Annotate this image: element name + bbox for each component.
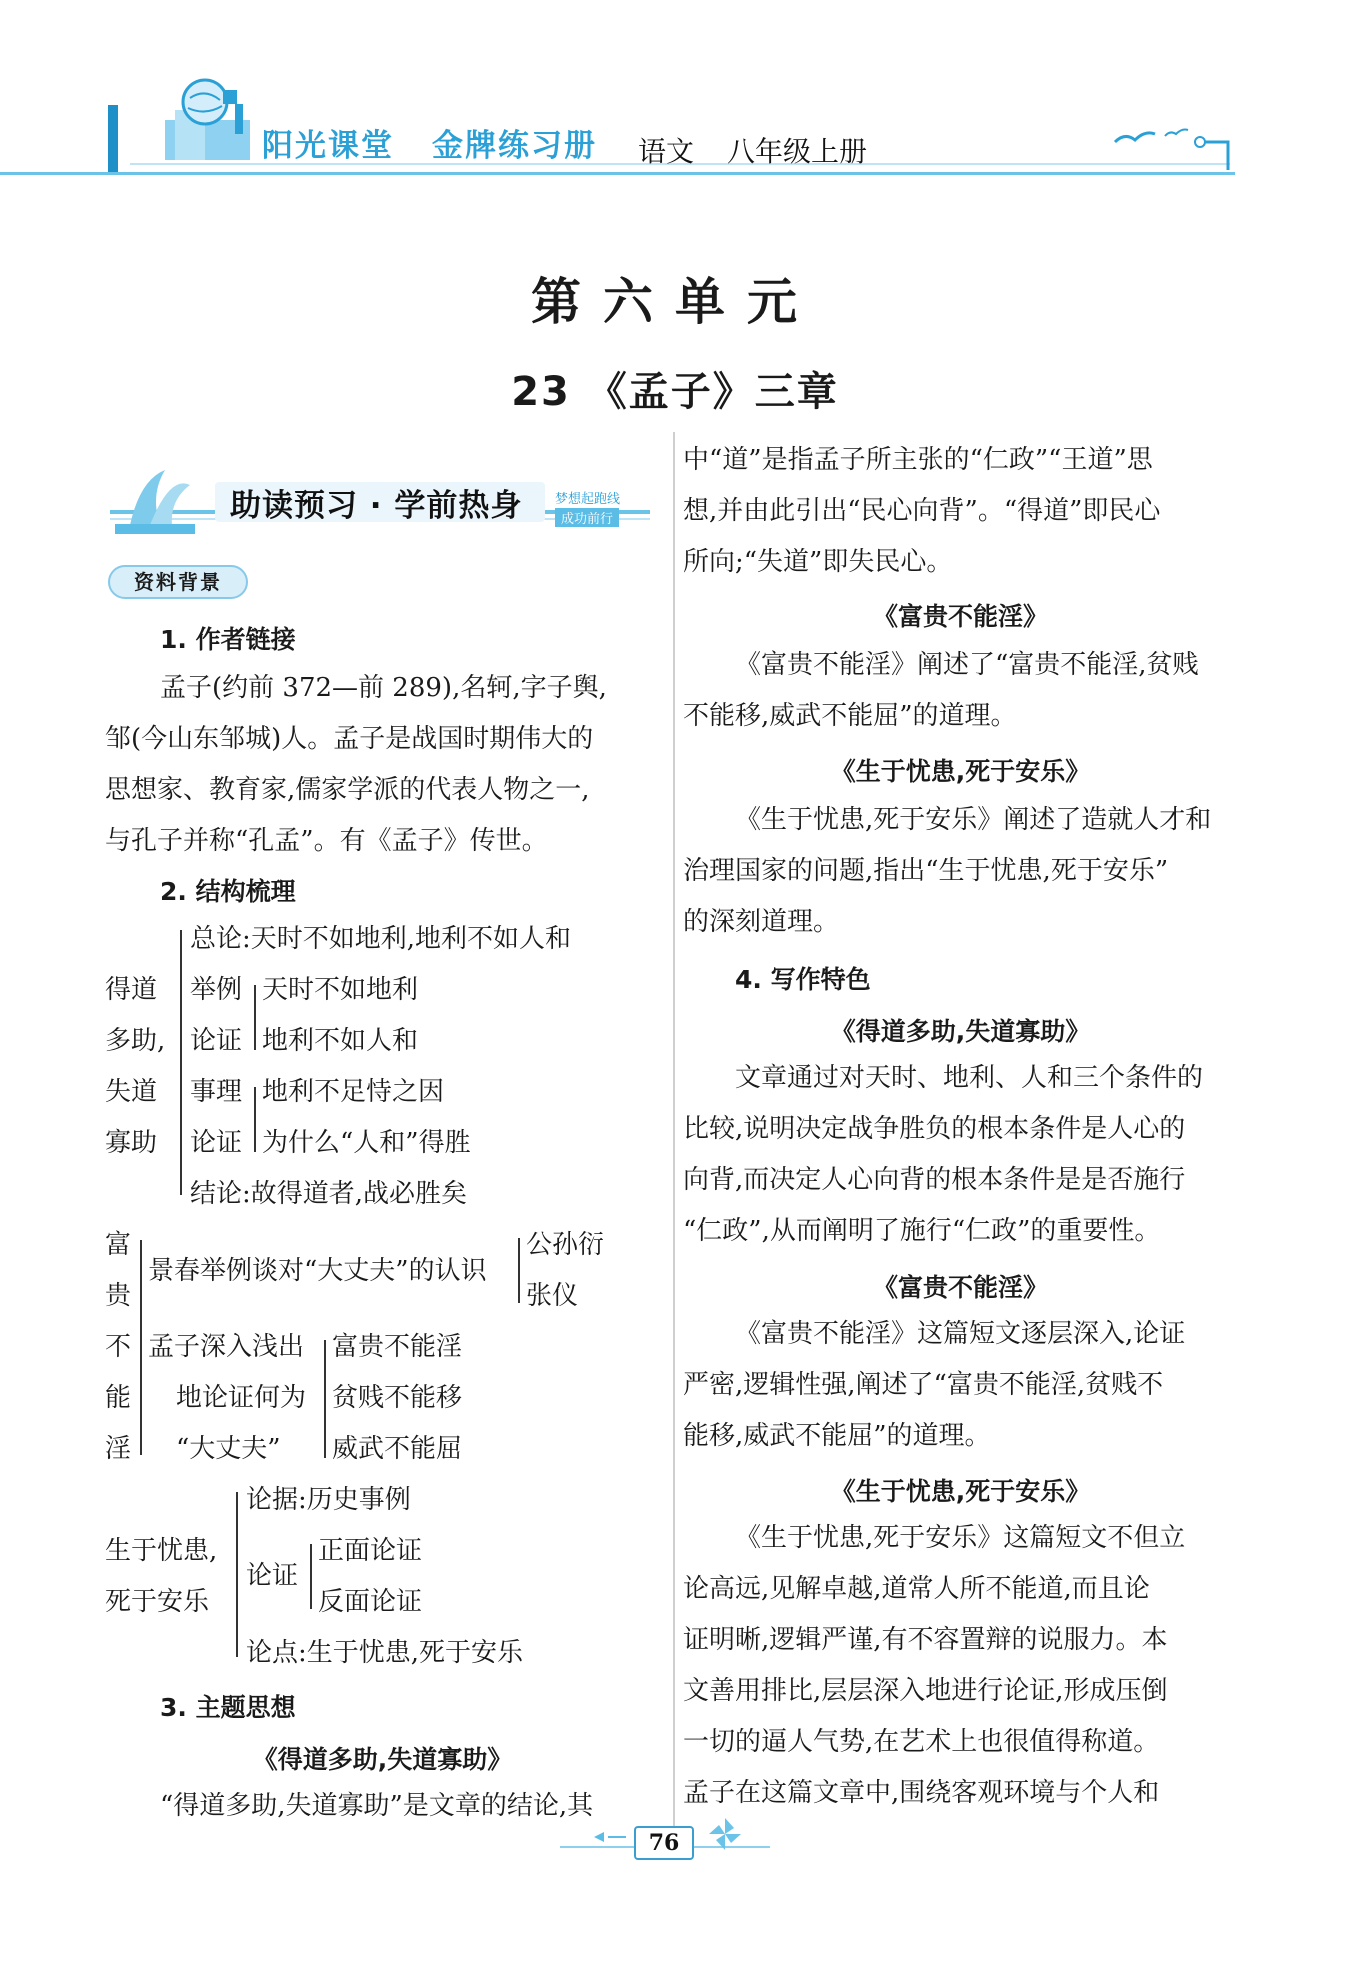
tree1-root-line-1: 得道: [105, 975, 158, 1005]
feature1-line-1: 文章通过对天时、地利、人和三个条件的: [735, 1063, 1204, 1093]
theme-subheading-2: 《富贵不能淫》: [872, 602, 1048, 631]
tree1-shili-2: 论证: [190, 1128, 243, 1158]
tree2-branch2-item-1: 富贵不能淫: [332, 1332, 463, 1362]
feature2-line-3: 能移,威武不能屈”的道理。: [683, 1421, 991, 1451]
tree1-shili-1: 事理: [190, 1077, 243, 1107]
tree1-shili-brace: [254, 1087, 256, 1152]
banner-tagline-2: 成功前行: [555, 508, 619, 527]
tree2-root-1: 富: [105, 1230, 132, 1260]
footer-ornament-left-icon: [590, 1822, 630, 1852]
tree1-shili-item-2: 为什么“人和”得胜: [262, 1128, 471, 1158]
globe-logo-icon: [155, 70, 260, 165]
author-para-line-2: 邹(今山东邹城)人。孟子是战国时期伟大的: [105, 724, 594, 754]
author-para-line-4: 与孔子并称“孔孟”。有《孟子》传世。: [105, 826, 548, 856]
right-para-cont-3: 所向;“失道”即失民心。: [683, 547, 953, 577]
tree1-shili-item-1: 地利不足恃之因: [262, 1077, 445, 1107]
tree2-branch1-brace: [518, 1238, 520, 1303]
tree3-lunzheng: 论证: [246, 1561, 299, 1591]
tree1-root-line-3: 失道: [105, 1077, 158, 1107]
feature2-line-2: 严密,逻辑性强,阐述了“富贵不能淫,贫贱不: [683, 1370, 1164, 1400]
tree1-juli-2: 论证: [190, 1026, 243, 1056]
theme-subheading-3: 《生于忧患,死于安乐》: [830, 757, 1091, 786]
header-accent-bar: [108, 105, 118, 175]
brand-subtitle: 金牌练习册: [432, 128, 597, 164]
tree3-root-1: 生于忧患,: [105, 1536, 218, 1566]
tree2-branch1: 景春举例谈对“大丈夫”的认识: [148, 1256, 487, 1286]
tree2-root-4: 能: [105, 1383, 132, 1413]
tree1-root-line-2: 多助,: [105, 1026, 166, 1056]
feature-subheading-1: 《得道多助,失道寡助》: [830, 1017, 1091, 1046]
tree2-branch1-item-2: 张仪: [526, 1281, 579, 1311]
theme-subheading-1: 《得道多助,失道寡助》: [252, 1745, 513, 1774]
tree1-zonglun: 总论:天时不如地利,地利不如人和: [190, 924, 572, 954]
theme3-line-2: 治理国家的问题,指出“生于忧患,死于安乐”: [683, 856, 1169, 886]
tree1-brace: [180, 930, 182, 1195]
author-para-line-3: 思想家、教育家,儒家学派的代表人物之一,: [105, 775, 590, 805]
theme2-line-1: 《富贵不能淫》阐述了“富贵不能淫,贫贱: [735, 650, 1199, 680]
grade-label: 八年级上册: [727, 135, 868, 168]
tree3-brace: [236, 1492, 238, 1657]
tree3-lunju: 论据:历史事例: [246, 1485, 411, 1515]
page-header: [0, 0, 1350, 200]
background-info-badge: 资料背景: [108, 565, 248, 599]
subject-label: 语文: [638, 135, 695, 168]
tree2-root-2: 贵: [105, 1281, 132, 1311]
tree2-branch2-line-3: “大丈夫”: [176, 1434, 281, 1464]
right-para-cont-1: 中“道”是指孟子所主张的“仁政”“王道”思: [683, 445, 1153, 475]
lesson-title: 23 《孟子》三章: [511, 369, 839, 415]
feature3-line-3: 证明晰,逻辑严谨,有不容置辩的说服力。本: [683, 1625, 1168, 1655]
tree2-branch1-item-1: 公孙衍: [526, 1230, 605, 1260]
tree1-juli-item-2: 地利不如人和: [262, 1026, 419, 1056]
tree1-juli-item-1: 天时不如地利: [262, 975, 419, 1005]
tree2-root-3: 不: [105, 1332, 132, 1362]
feature2-line-1: 《富贵不能淫》这篇短文逐层深入,论证: [735, 1319, 1186, 1349]
tree3-lunzheng-brace: [310, 1544, 312, 1609]
feature1-line-3: 向背,而决定人心向背的根本条件是是否施行: [683, 1165, 1186, 1195]
heading-structure: 2. 结构梳理: [160, 877, 296, 906]
feature-subheading-2: 《富贵不能淫》: [872, 1273, 1048, 1302]
tree2-branch2-line-1: 孟子深入浅出: [148, 1332, 305, 1362]
header-rule: [0, 172, 1235, 175]
feature1-line-2: 比较,说明决定战争胜负的根本条件是人心的: [683, 1114, 1186, 1144]
tree3-lunzheng-item-1: 正面论证: [318, 1536, 423, 1566]
tree2-brace: [140, 1240, 142, 1455]
section-banner-title: 助读预习 · 学前热身: [230, 488, 523, 524]
tree2-root-5: 淫: [105, 1434, 132, 1464]
pinwheel-icon: [700, 1814, 750, 1854]
feature-subheading-3: 《生于忧患,死于安乐》: [830, 1477, 1091, 1506]
banner-tagline: 梦想起跑线: [555, 492, 621, 507]
brand-name: 阳光课堂: [262, 128, 394, 164]
birds-icon: [1110, 112, 1230, 172]
feature3-line-1: 《生于忧患,死于安乐》这篇短文不但立: [735, 1523, 1186, 1553]
theme3-line-1: 《生于忧患,死于安乐》阐述了造就人才和: [735, 805, 1212, 835]
tree2-branch2-brace: [324, 1340, 326, 1458]
theme3-line-3: 的深刻道理。: [683, 907, 840, 937]
tree1-root-line-4: 寡助: [105, 1128, 158, 1158]
tree1-jielun: 结论:故得道者,战必胜矣: [190, 1179, 468, 1209]
heading-writing-features: 4. 写作特色: [735, 965, 871, 994]
theme2-line-2: 不能移,威武不能屈”的道理。: [683, 701, 1017, 731]
author-para-line-1: 孟子(约前 372—前 289),名轲,字子舆,: [160, 673, 607, 703]
tree2-branch2-item-3: 威武不能屈: [332, 1434, 463, 1464]
tree3-lundian: 论点:生于忧患,死于安乐: [246, 1638, 524, 1668]
right-para-cont-2: 想,并由此引出“民心向背”。“得道”即民心: [683, 496, 1161, 526]
unit-title: 第六单元: [531, 273, 819, 331]
page-number: 76: [634, 1826, 694, 1860]
feature3-line-2: 论高远,见解卓越,道常人所不能道,而且论: [683, 1574, 1150, 1604]
tree1-juli-brace: [254, 985, 256, 1050]
tree2-branch2-line-2: 地论证何为: [176, 1383, 307, 1413]
column-divider: [673, 432, 675, 1832]
tree2-branch2-item-2: 贫贱不能移: [332, 1383, 463, 1413]
feature3-line-5: 一切的逼人气势,在艺术上也很值得称道。: [683, 1727, 1160, 1757]
heading-author-link: 1. 作者链接: [160, 625, 296, 654]
feature3-line-4: 文善用排比,层层深入地进行论证,形成压倒: [683, 1676, 1168, 1706]
heading-theme: 3. 主题思想: [160, 1693, 296, 1722]
feature1-line-4: “仁政”,从而阐明了施行“仁政”的重要性。: [683, 1216, 1161, 1246]
theme-para-line-1: “得道多助,失道寡助”是文章的结论,其: [160, 1791, 594, 1821]
tree3-root-2: 死于安乐: [105, 1587, 210, 1617]
feature3-line-6: 孟子在这篇文章中,围绕客观环境与个人和: [683, 1778, 1160, 1808]
tree1-juli-1: 举例: [190, 975, 243, 1005]
tree3-lunzheng-item-2: 反面论证: [318, 1587, 423, 1617]
